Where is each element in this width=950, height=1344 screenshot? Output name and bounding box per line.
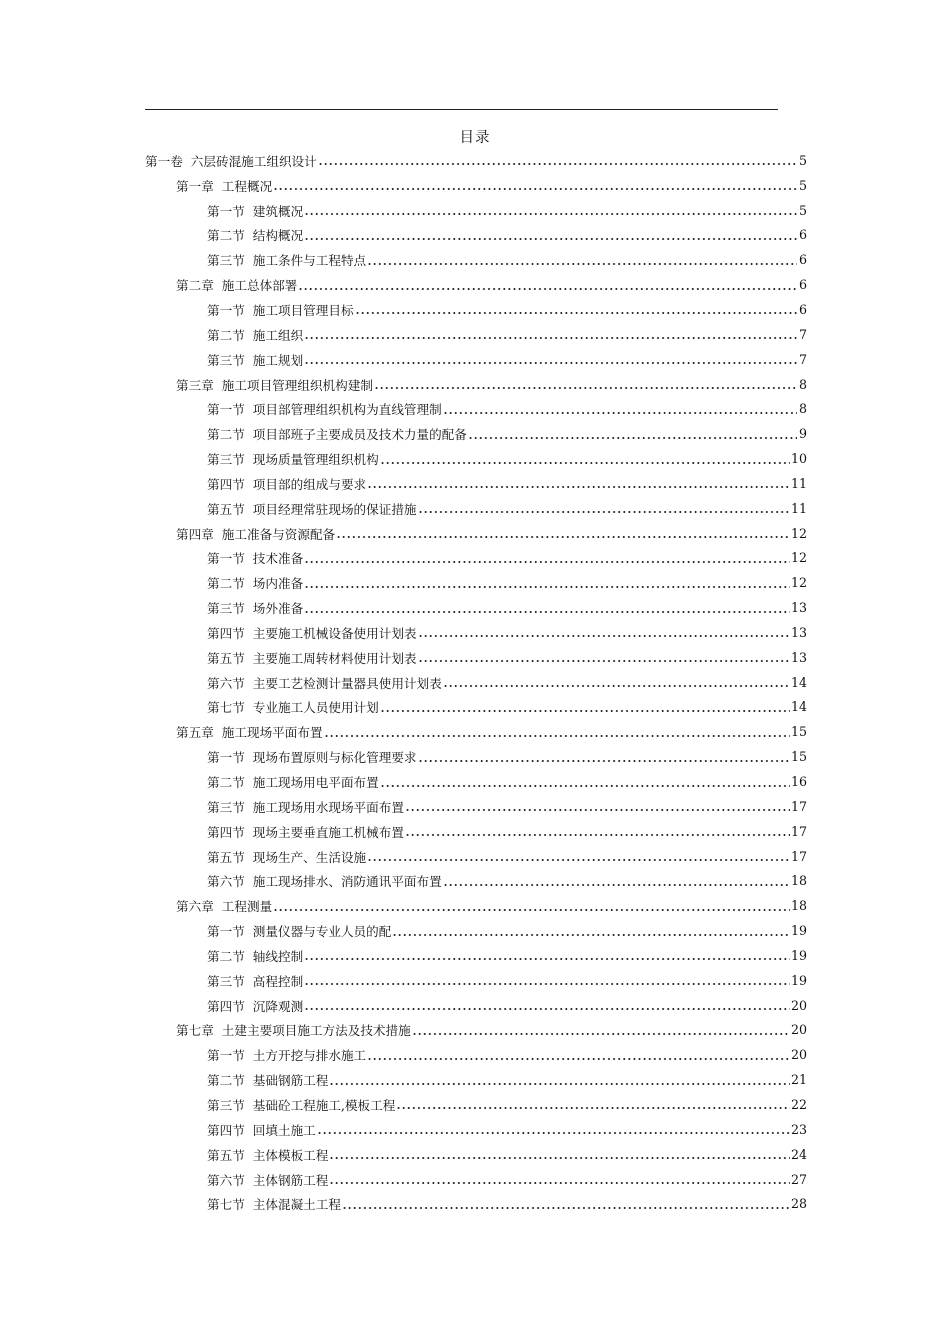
toc-entry-number: 第四节 — [207, 998, 245, 1014]
toc-entry-page: 17 — [790, 848, 807, 864]
dot-leader — [318, 153, 797, 167]
toc-entry-title: 高程控制 — [252, 973, 304, 989]
toc-entry-page: 23 — [790, 1121, 807, 1137]
dot-leader — [443, 675, 790, 689]
toc-entry-number: 第五节 — [207, 1147, 245, 1163]
toc-entry-title: 施工组织 — [252, 327, 304, 343]
toc-entry-page: 11 — [790, 500, 807, 516]
toc-entry-number: 第四章 — [176, 526, 214, 542]
toc-entry-number: 第六章 — [176, 899, 214, 915]
toc-entry-page: 18 — [790, 873, 807, 889]
toc-entry-page: 13 — [790, 600, 807, 616]
toc-entry-title: 场外准备 — [252, 601, 304, 617]
toc-entry-page: 12 — [790, 525, 807, 541]
toc-entry-page: 6 — [798, 227, 807, 243]
toc-entry-title: 土方开挖与排水施工 — [252, 1048, 367, 1064]
toc-entry[interactable] — [145, 893, 807, 918]
toc-entry[interactable] — [145, 496, 807, 521]
toc-entry[interactable] — [145, 645, 807, 670]
toc-entry-number: 第一节 — [207, 203, 245, 219]
toc-entry-title: 项目部的组成与要求 — [252, 476, 367, 492]
toc-entry[interactable] — [145, 521, 807, 546]
toc-entry-page: 19 — [790, 972, 807, 988]
toc-entry[interactable] — [145, 297, 807, 322]
toc-entry-title: 技术准备 — [252, 551, 304, 567]
toc-entry[interactable] — [145, 148, 807, 173]
toc-entry-page: 28 — [790, 1196, 807, 1212]
toc-entry-number: 第二节 — [207, 576, 245, 592]
toc-entry-page: 13 — [790, 624, 807, 640]
toc-entry-title: 基础砼工程施工,模板工程 — [252, 1097, 396, 1113]
toc-entry[interactable] — [145, 819, 807, 844]
toc-entry-page: 5 — [798, 152, 807, 168]
dot-leader — [304, 203, 797, 217]
toc-entry-page: 5 — [798, 177, 807, 193]
toc-entry[interactable] — [145, 844, 807, 869]
toc-entry-number: 第三章 — [176, 377, 214, 393]
dot-leader — [304, 228, 797, 242]
toc-entry-number: 第三节 — [207, 799, 245, 815]
dot-leader — [418, 650, 790, 664]
toc-entry-number: 第一节 — [207, 1048, 245, 1064]
toc-entry-page: 15 — [790, 724, 807, 740]
toc-entry[interactable] — [145, 446, 807, 471]
toc-entry-number: 第七章 — [176, 1023, 214, 1039]
toc-entry-page: 24 — [790, 1146, 807, 1162]
dot-leader — [324, 725, 790, 739]
toc-entry[interactable] — [145, 1092, 807, 1117]
toc-entry-page: 11 — [790, 475, 807, 491]
toc-entry[interactable] — [145, 198, 807, 223]
toc-entry-title: 施工准备与资源配备 — [221, 526, 336, 542]
toc-entry[interactable] — [145, 1067, 807, 1092]
toc-entry-title: 回填土施工 — [252, 1122, 316, 1138]
toc-entry-page: 22 — [790, 1096, 807, 1112]
toc-entry-number: 第三节 — [207, 973, 245, 989]
toc-entry[interactable] — [145, 347, 807, 372]
toc-entry-number: 第一节 — [207, 924, 245, 940]
toc-entry[interactable] — [145, 247, 807, 272]
toc-entry-title: 现场质量管理组织机构 — [252, 452, 379, 468]
dot-leader — [392, 924, 790, 938]
toc-entry-page: 19 — [790, 923, 807, 939]
dot-leader — [380, 700, 790, 714]
toc-entry[interactable] — [145, 421, 807, 446]
toc-entry-page: 10 — [790, 451, 807, 467]
dot-leader — [329, 1073, 790, 1087]
toc-entry-page: 8 — [798, 401, 807, 417]
toc-entry-page: 8 — [798, 376, 807, 392]
toc-entry-page: 12 — [790, 550, 807, 566]
toc-entry[interactable] — [145, 968, 807, 993]
toc-entry-page: 5 — [798, 202, 807, 218]
dot-leader — [367, 849, 790, 863]
toc-entry-page: 7 — [798, 326, 807, 342]
toc-entry-page: 15 — [790, 749, 807, 765]
toc-entry-number: 第六节 — [207, 1172, 245, 1188]
toc-entry-number: 第三节 — [207, 352, 245, 368]
dot-leader — [304, 601, 790, 615]
toc-entry-page: 20 — [790, 997, 807, 1013]
toc-entry[interactable] — [145, 719, 807, 744]
table-of-contents — [145, 148, 807, 1216]
toc-title: 目录 — [459, 130, 491, 146]
dot-leader — [374, 377, 797, 391]
dot-leader — [304, 973, 790, 987]
toc-entry-title: 施工现场排水、消防通讯平面布置 — [252, 874, 442, 890]
toc-entry-number: 第五节 — [207, 650, 245, 666]
toc-entry-number: 第二节 — [207, 427, 245, 443]
toc-entry-title: 施工现场用电平面布置 — [252, 775, 379, 791]
toc-entry-title: 项目部管理组织机构为直线管理制 — [252, 402, 442, 418]
dot-leader — [418, 501, 790, 515]
toc-entry[interactable] — [145, 1191, 807, 1216]
toc-entry-title: 现场生产、生活设施 — [252, 849, 367, 865]
toc-entry[interactable] — [145, 223, 807, 248]
toc-entry-page: 20 — [790, 1022, 807, 1038]
dot-leader — [367, 476, 790, 490]
toc-entry-page: 17 — [790, 798, 807, 814]
toc-entry[interactable] — [145, 695, 807, 720]
toc-entry[interactable] — [145, 272, 807, 297]
dot-leader — [443, 874, 790, 888]
toc-entry[interactable] — [145, 620, 807, 645]
toc-entry-page: 6 — [798, 301, 807, 317]
toc-entry-number: 第一节 — [207, 551, 245, 567]
toc-entry-number: 第四节 — [207, 476, 245, 492]
toc-entry[interactable] — [145, 570, 807, 595]
dot-leader — [304, 551, 790, 565]
dot-leader — [273, 899, 790, 913]
toc-entry-title: 建筑概况 — [252, 203, 304, 219]
toc-entry[interactable] — [145, 471, 807, 496]
dot-leader — [418, 750, 790, 764]
toc-entry-number: 第三节 — [207, 1097, 245, 1113]
dot-leader — [304, 352, 797, 366]
toc-entry[interactable] — [145, 868, 807, 893]
toc-entry-page: 20 — [790, 1047, 807, 1063]
dot-leader — [396, 1097, 790, 1111]
toc-entry-number: 第三节 — [207, 601, 245, 617]
toc-entry[interactable] — [145, 769, 807, 794]
toc-entry-number: 第二节 — [207, 948, 245, 964]
dot-leader — [367, 1048, 790, 1062]
toc-entry-number: 第二章 — [176, 278, 214, 294]
toc-entry[interactable] — [145, 794, 807, 819]
toc-entry-page: 27 — [790, 1171, 807, 1187]
toc-entry-title: 现场布置原则与标化管理要求 — [252, 750, 417, 766]
toc-entry-number: 第四节 — [207, 625, 245, 641]
toc-entry-title: 施工现场用水现场平面布置 — [252, 799, 404, 815]
toc-entry-page: 13 — [790, 649, 807, 665]
toc-entry-title: 主体模板工程 — [252, 1147, 329, 1163]
toc-entry-title: 施工规划 — [252, 352, 304, 368]
toc-entry-number: 第一节 — [207, 302, 245, 318]
dot-leader — [412, 1023, 790, 1037]
toc-entry-page: 19 — [790, 947, 807, 963]
toc-entry-number: 第七节 — [207, 1197, 245, 1213]
toc-entry-page: 12 — [790, 575, 807, 591]
header-rule — [145, 109, 778, 110]
toc-entry-number: 第一卷 — [145, 153, 183, 169]
dot-leader — [304, 327, 797, 341]
toc-entry-title: 工程测量 — [221, 899, 273, 915]
dot-leader — [418, 625, 790, 639]
dot-leader — [329, 1147, 790, 1161]
toc-entry[interactable] — [145, 173, 807, 198]
toc-entry-title: 主体钢筋工程 — [252, 1172, 329, 1188]
toc-entry-page: 16 — [790, 774, 807, 790]
toc-entry-page: 6 — [798, 252, 807, 268]
dot-leader — [355, 302, 797, 316]
toc-entry-title: 施工项目管理目标 — [252, 302, 354, 318]
toc-entry-title: 主要工艺检测计量器具使用计划表 — [252, 675, 442, 691]
toc-entry-title: 沉降观测 — [252, 998, 304, 1014]
toc-entry-page: 21 — [790, 1072, 807, 1088]
toc-entry-title: 工程概况 — [221, 178, 273, 194]
toc-entry-title: 项目经理常驻现场的保证措施 — [252, 501, 417, 517]
toc-entry-title: 主要施工周转材料使用计划表 — [252, 650, 417, 666]
dot-leader — [304, 948, 790, 962]
toc-entry-title: 专业施工人员使用计划 — [252, 700, 379, 716]
dot-leader — [380, 775, 790, 789]
toc-entry-title: 土建主要项目施工方法及技术措施 — [221, 1023, 411, 1039]
toc-entry[interactable] — [145, 322, 807, 347]
toc-entry-number: 第二节 — [207, 228, 245, 244]
toc-entry[interactable] — [145, 372, 807, 397]
toc-entry-number: 第一节 — [207, 750, 245, 766]
toc-entry[interactable] — [145, 1167, 807, 1192]
toc-entry-title: 施工总体部署 — [221, 278, 298, 294]
toc-entry-title: 测量仪器与专业人员的配 — [252, 924, 392, 940]
toc-entry-title: 基础钢筋工程 — [252, 1073, 329, 1089]
toc-entry-number: 第三节 — [207, 253, 245, 269]
dot-leader — [468, 427, 797, 441]
dot-leader — [367, 253, 797, 267]
toc-entry[interactable] — [145, 993, 807, 1018]
toc-entry-page: 6 — [798, 277, 807, 293]
toc-entry-page: 18 — [790, 898, 807, 914]
dot-leader — [342, 1197, 790, 1211]
toc-entry-number: 第二节 — [207, 1073, 245, 1089]
toc-entry-title: 结构概况 — [252, 228, 304, 244]
dot-leader — [298, 278, 797, 292]
toc-entry-title: 主体混凝土工程 — [252, 1197, 341, 1213]
dot-leader — [380, 452, 790, 466]
dot-leader — [273, 178, 797, 192]
toc-entry-number: 第四节 — [207, 824, 245, 840]
toc-entry-title: 场内准备 — [252, 576, 304, 592]
toc-entry-title: 轴线控制 — [252, 948, 304, 964]
toc-entry[interactable] — [145, 595, 807, 620]
toc-entry[interactable] — [145, 1117, 807, 1142]
toc-entry-page: 9 — [798, 426, 807, 442]
dot-leader — [336, 526, 790, 540]
dot-leader — [317, 1122, 790, 1136]
toc-entry[interactable] — [145, 943, 807, 968]
toc-entry-number: 第五章 — [176, 725, 214, 741]
toc-entry[interactable] — [145, 1142, 807, 1167]
dot-leader — [304, 576, 790, 590]
toc-entry-number: 第二节 — [207, 327, 245, 343]
toc-entry-number: 第一章 — [176, 178, 214, 194]
toc-entry-number: 第一节 — [207, 402, 245, 418]
dot-leader — [405, 799, 790, 813]
toc-entry[interactable] — [145, 744, 807, 769]
toc-entry-number: 第五节 — [207, 849, 245, 865]
toc-entry-title: 主要施工机械设备使用计划表 — [252, 625, 417, 641]
toc-entry-number: 第六节 — [207, 675, 245, 691]
dot-leader — [405, 824, 790, 838]
toc-entry-title: 项目部班子主要成员及技术力量的配备 — [252, 427, 467, 443]
toc-entry-title: 六层砖混施工组织设计 — [190, 153, 317, 169]
toc-entry-page: 14 — [790, 699, 807, 715]
dot-leader — [304, 998, 790, 1012]
toc-entry[interactable] — [145, 670, 807, 695]
toc-entry-number: 第二节 — [207, 775, 245, 791]
toc-entry-title: 施工项目管理组织机构建制 — [221, 377, 373, 393]
toc-entry-page: 7 — [798, 351, 807, 367]
toc-entry[interactable] — [145, 1018, 807, 1043]
toc-entry-number: 第三节 — [207, 452, 245, 468]
toc-entry-title: 施工现场平面布置 — [221, 725, 323, 741]
toc-entry-number: 第六节 — [207, 874, 245, 890]
toc-entry[interactable] — [145, 396, 807, 421]
toc-entry-page: 14 — [790, 674, 807, 690]
dot-leader — [329, 1172, 790, 1186]
toc-entry-number: 第五节 — [207, 501, 245, 517]
toc-entry-page: 17 — [790, 823, 807, 839]
toc-entry[interactable] — [145, 918, 807, 943]
dot-leader — [443, 402, 797, 416]
toc-entry-title: 现场主要垂直施工机械布置 — [252, 824, 404, 840]
toc-entry-number: 第七节 — [207, 700, 245, 716]
toc-entry-title: 施工条件与工程特点 — [252, 253, 367, 269]
toc-entry[interactable] — [145, 1042, 807, 1067]
toc-entry[interactable] — [145, 546, 807, 571]
toc-entry-number: 第四节 — [207, 1122, 245, 1138]
